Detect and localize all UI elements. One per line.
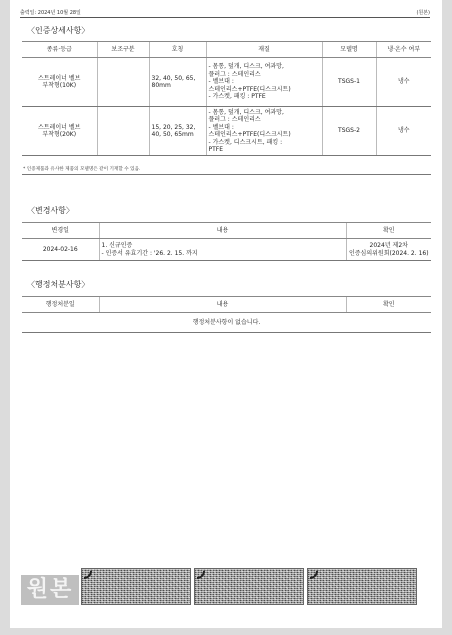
cell-size: 32, 40, 50, 65, 80mm bbox=[149, 58, 206, 107]
cell-water: 냉수 bbox=[376, 58, 431, 107]
col-admin-content: 내용 bbox=[99, 297, 346, 313]
col-type: 종류·등급 bbox=[22, 42, 97, 58]
header-divider bbox=[20, 17, 430, 18]
security-barcode bbox=[81, 568, 191, 605]
barcode-corner-icon bbox=[310, 571, 318, 579]
col-change-confirm: 확인 bbox=[346, 223, 431, 239]
cell-type: 스트레이너 벨브 부착형(10K) bbox=[22, 58, 97, 107]
col-admin-date: 행정처분일 bbox=[22, 297, 99, 313]
cert-note: * 인증제품과 유사한 제품의 모델명은 같이 기재할 수 있음. bbox=[23, 167, 141, 172]
certificate-page bbox=[10, 0, 442, 628]
cell-material: - 몸통, 덮개, 디스크, 여과망, 플러그 : 스테인리스 - 벨브대 : 스테인리스+PTFE(디스크시트) - 가스켓, 패킹 : PTFE bbox=[206, 58, 322, 107]
cell-water: 냉수 bbox=[376, 107, 431, 156]
barcode-corner-icon bbox=[197, 571, 205, 579]
changes-table bbox=[22, 222, 431, 261]
table-row bbox=[22, 313, 431, 333]
cell-type: 스트레이너 벨브 부착형(20K) bbox=[22, 107, 97, 156]
cell-change-date: 2024-02-16 bbox=[22, 239, 99, 261]
col-admin-confirm: 확인 bbox=[346, 297, 431, 313]
original-stamp: 원본 bbox=[21, 575, 79, 605]
copy-label: (원본) bbox=[416, 10, 430, 16]
table-row bbox=[22, 107, 431, 156]
admin-empty-text: 행정처분사항이 없습니다. bbox=[22, 313, 431, 333]
col-water: 냉·온수 여부 bbox=[376, 42, 431, 58]
cell-size: 15, 20, 25, 32, 40, 50, 65mm bbox=[149, 107, 206, 156]
cert-detail-title: 〈인증상세사항〉 bbox=[27, 26, 90, 35]
table-header-row bbox=[22, 42, 431, 58]
changes-title: 〈변경사항〉 bbox=[27, 206, 74, 215]
cell-model: TSGS-2 bbox=[322, 107, 376, 156]
cell-change-confirm: 2024년 제2차 인증심의위원회(2024. 2. 16) bbox=[346, 239, 431, 261]
security-barcode bbox=[307, 568, 417, 605]
cell-model: TSGS-1 bbox=[322, 58, 376, 107]
col-model: 모델명 bbox=[322, 42, 376, 58]
cert-detail-table bbox=[22, 41, 431, 156]
cell-material: - 몸통, 덮개, 디스크, 여과망, 플러그 : 스테인리스 - 벨브대 : 스테인리스+PTFE(디스크시트) - 가스켓, 디스크시트, 패킹 : PTFE bbox=[206, 107, 322, 156]
col-size: 호칭 bbox=[149, 42, 206, 58]
print-date: 출력일: 2024년 10월 28일 bbox=[20, 10, 81, 16]
col-material: 재질 bbox=[206, 42, 322, 58]
barcode-corner-icon bbox=[84, 571, 92, 579]
col-change-content: 내용 bbox=[99, 223, 346, 239]
cell-change-content: 1. 신규인증 - 인증서 유효기간 : '26. 2. 15. 까지 bbox=[99, 239, 346, 261]
cell-sub bbox=[97, 107, 149, 156]
table-row bbox=[22, 239, 431, 261]
col-change-date: 변경일 bbox=[22, 223, 99, 239]
table-header-row bbox=[22, 297, 431, 313]
section-divider bbox=[22, 174, 431, 175]
admin-title: 〈행정처분사항〉 bbox=[27, 280, 90, 289]
security-barcode bbox=[194, 568, 304, 605]
table-header-row bbox=[22, 223, 431, 239]
admin-table bbox=[22, 296, 431, 333]
col-sub: 보조구분 bbox=[97, 42, 149, 58]
table-row bbox=[22, 58, 431, 107]
cell-sub bbox=[97, 58, 149, 107]
